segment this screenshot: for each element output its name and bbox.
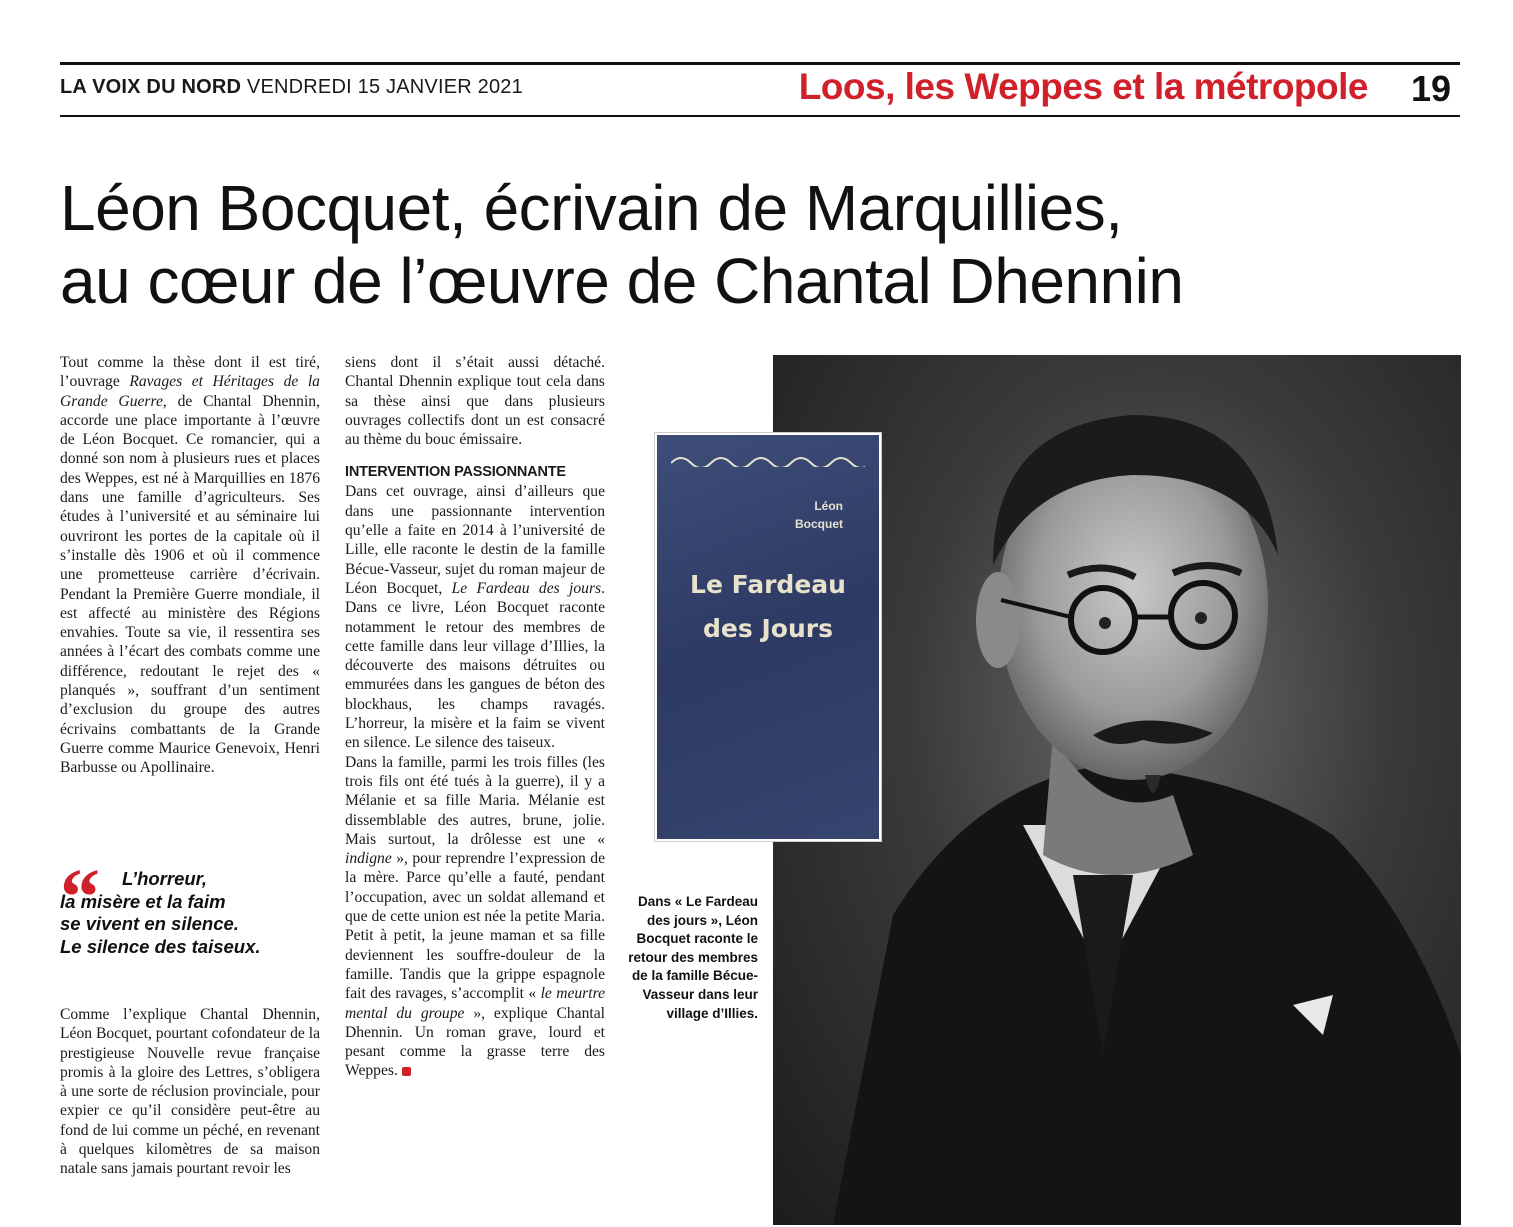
header-masthead [60,76,523,99]
text-run: Dans cet ouvrage, ainsi d’ailleurs que dans une passionnante intervention qu’elle a faite en 2014 à l’université de Lille, elle raconte le destin de la famille Bécue-Vasseur, sujet du roman majeur de Léon Bocquet, [345,483,605,597]
paragraph [345,482,605,752]
book-title-italic: Le Fardeau des jours [451,579,602,597]
headline-line-1: Léon Bocquet, écrivain de Marquillies, [60,172,1123,244]
header-bottom-rule [60,115,1460,117]
article-column-1 [60,353,320,778]
book-title-italic: Ravages et Héritages de la Grande Guerre [60,373,320,410]
quote-line: se vivent en silence. [60,913,239,934]
page-number: 19 [1411,68,1452,109]
newspaper-name: LA VOIX DU NORD [60,76,242,98]
book-author-line: Léon [814,499,843,513]
book-title-line: des Jours [703,614,833,643]
text-run: Tout comme la thèse dont il est tiré, l’ouvrage [60,354,320,391]
paragraph [345,753,605,1081]
pull-quote-text [60,868,330,958]
pull-quote [60,854,330,958]
text-run: », pour reprendre l’expression de la mère. Parce qu’elle a fauté, pendant l’occupation, avec un soldat allemand et que de cette union est née la petite Maria. Petit à petit, la jeune maman et sa fille deviennent les souffre-douleur de la famille. Tandis que la grippe espagnole fait des ravages, s’accomplit « [345,850,605,1003]
decorative-wave-icon [671,453,865,467]
book-cover-title [657,563,879,651]
paragraph: siens dont il s’était aussi détaché. Chantal Dhennin explique tout cela dans sa thèse ainsi que dans plusieurs ouvrages collectifs dont un est consacré au thème du bouc émissaire. [345,354,605,449]
article-column-1-continued [60,1005,320,1179]
quote-mark-icon: “ [60,854,100,942]
spacer [345,449,605,463]
article-column-2 [345,353,605,1081]
book-author [657,497,879,533]
quote-line: Le silence des taiseux. [60,935,261,957]
text-run: Dans la famille, parmi les trois filles (les trois fils ont été tués à la guerre), il y a Mélanie et sa fille Maria. Mélanie est dissemblable des autres, brune, jolie. Mais surtout, la drôlesse est une « [345,753,605,848]
section-title: Loos, les Weppes et la métropole [798,66,1368,107]
book-author-line: Bocquet [795,517,843,531]
book-cover-image [655,433,881,841]
end-of-article-icon [402,1067,411,1076]
article-headline [60,172,1360,318]
text-run: », explique Chantal Dhennin. Un roman grave, lourd et pesant comme la grasse terre des Weppes. [345,1004,605,1080]
text-run: . Dans ce livre, Léon Bocquet raconte notamment le retour des membres de cette famille dans leur village d’Illies, la découverte des maisons détruites ou emmurées dans les gangues de béton des blockhaus, les champs ravagés. L’horreur, la misère et la faim se vivent en silence. Le silence des taiseux. [345,579,606,752]
text-run: , de Chantal Dhennin, accorde une place importante à l’œuvre de Léon Bocquet. Ce romancier, qui a donné son nom à plusieurs rues et places des Weppes, est né à Marquillies en 1876 dans une famille d’agriculteurs. Ses études à l’université et au séminaire lui ouvriront les portes de la capitale où il s’installe dès 1906 et où il commence une prometteuse carrière d’écrivain. Pendant la Première Guerre mondiale, il est affecté au ministère des Régions envahies. Toute sa vie, il ressentira ses années à l’écart des combats comme une différence, redoutant le rejet des « planqués », souffrant d’un sentiment d’exclusion du groupe des autres écrivains combattants de la Grande Guerre comme Maurice Genevoix, Henri Barbusse ou Apollinaire. [60,392,321,777]
quote-line: L’horreur, [122,868,207,889]
italic-quote: le meurtre mental du groupe [345,985,605,1022]
italic-word: indigne [345,850,392,868]
issue-date: VENDREDI 15 JANVIER 2021 [246,76,523,98]
photo-caption: Dans « Le Fardeau des jours », Léon Bocquet raconte le retour des membres de la famille Bécue-Vasseur dans leur village d’Illies. [628,894,758,1021]
intertitle: INTERVENTION PASSIONNANTE [345,464,566,481]
headline-line-2: au cœur de l’œuvre de Chantal Dhennin [60,245,1184,317]
header-top-rule [60,62,1460,65]
quote-line: la misère et la faim [60,890,226,912]
book-title-line: Le Fardeau [690,570,846,599]
paragraph: Comme l’explique Chantal Dhennin, Léon Bocquet, pourtant cofondateur de la prestigieuse Nouvelle revue française promis à la gloire des Lettres, s’obligera à une sorte de réclusion provinciale, pour expier ce qu’il considère peut-être au fond de lui comme un péché, en revenant à quelques kilomètres de sa maison natale sans jamais pourtant revoir les [60,1006,320,1178]
paragraph [60,353,320,778]
